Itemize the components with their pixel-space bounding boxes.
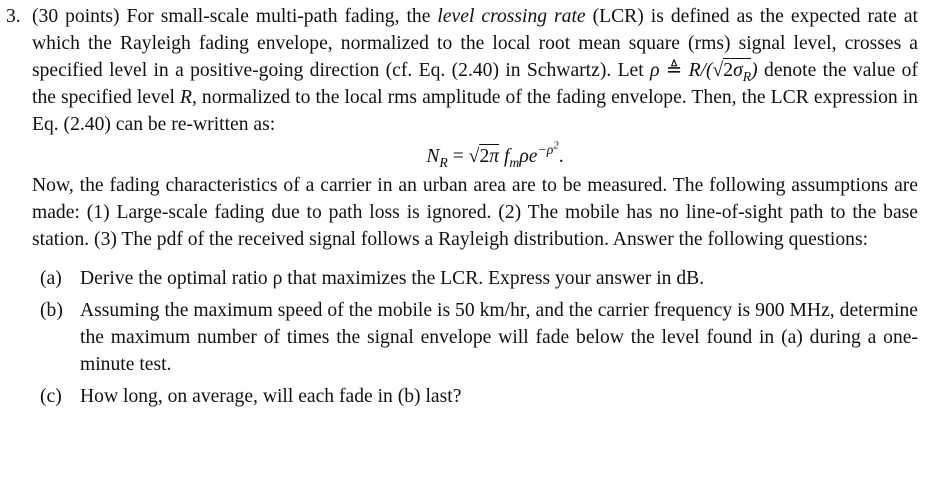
question-b xyxy=(32,297,918,378)
question-label: (a) xyxy=(40,268,62,289)
intro-text-2: (LCR) is defined as the expected rate at which the Rayleigh fading envelope, normalized to the local root mean square (rms) signal level, crosses a specified level in a positive-going direction (cf. Eq. (2.40) in Schwartz). Let xyxy=(32,6,918,81)
intro-text-1: For small-scale multi-path fading, the xyxy=(126,6,431,27)
level-symbol: R xyxy=(179,87,192,108)
question-c xyxy=(32,383,918,410)
problem-points: (30 points) xyxy=(32,6,120,27)
question-label: (c) xyxy=(40,386,62,407)
problem-number: 3. xyxy=(6,6,21,27)
question-list xyxy=(32,265,918,410)
question-a xyxy=(32,265,918,292)
lcr-equation: $N_R = √2\pi$ $f_m\rho e^{-\rho^2}$. xyxy=(426,139,564,170)
rho-definition: ρ ≜ $R/(√2\sigma_R)$ xyxy=(650,60,758,84)
setup-paragraph: Now, the fading characteristics of a carrier in an urban area are to be measured. The following assumptions are made: (1) Large-scale fading due to path loss is ignored. (2) The mobile has no line-of-sight path to the base station. (3) The pdf of the received signal follows a Rayleigh distribution. Answer the following questions: xyxy=(32,175,918,250)
intro-text-3: denote the value of the specified level xyxy=(32,60,918,108)
question-text: Assuming the maximum speed of the mobile is 50 km/hr, and the carrier frequency is 900 MHz, determine the maximum number of times the signal envelope will fade below the level found in (a) during a one-minute test. xyxy=(80,300,918,375)
intro-text-4: , normalized to the local rms amplitude of the fading envelope. Then, the LCR expression in Eq. (2.40) can be re-written as: xyxy=(32,87,918,135)
lcr-term: level crossing rate xyxy=(437,6,586,27)
problem-3 xyxy=(6,3,918,415)
question-text: How long, on average, will each fade in (b) last? xyxy=(80,386,462,407)
question-label: (b) xyxy=(40,300,63,321)
problem-intro xyxy=(32,3,918,410)
question-text: Derive the optimal ratio ρ that maximizes the LCR. Express your answer in dB. xyxy=(80,268,705,289)
